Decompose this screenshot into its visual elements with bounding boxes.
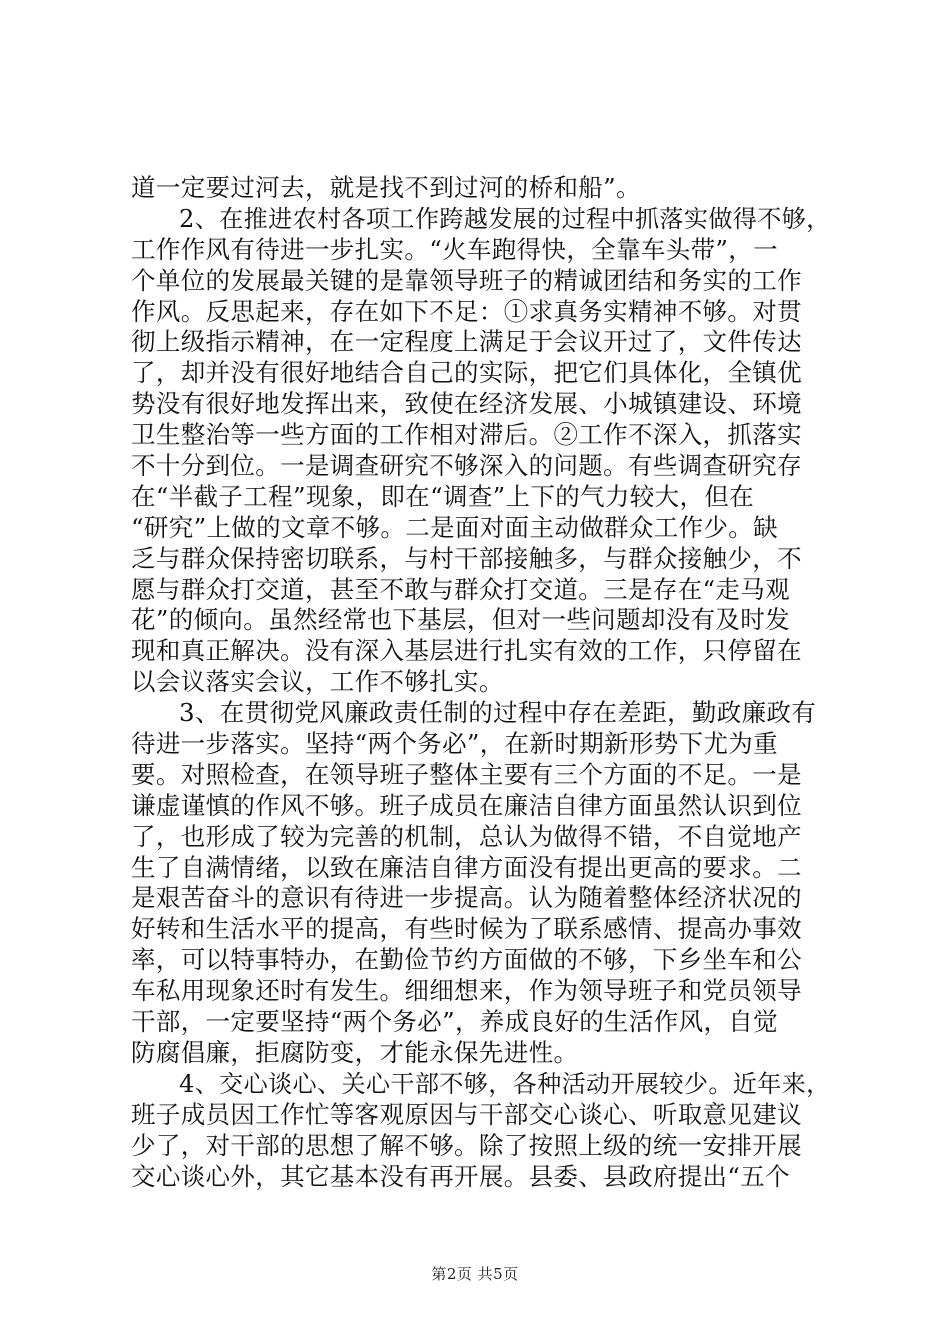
text-line: “研究”上做的文章不够。二是面对面主动做群众工作少。缺	[131, 512, 778, 542]
paragraph-first-line: 4、交心谈心、关心干部不够，各种活动开展较少。近年来，	[179, 1069, 831, 1098]
text-line: 好转和生活水平的提高，有些时候为了联系感情、提高办事效	[131, 914, 802, 944]
text-line: 待进一步落实。坚持“两个务必”，在新时期新形势下尤为重	[131, 729, 778, 759]
paragraph-first-line: 3、在贯彻党风廉政责任制的过程中存在差距，勤政廉政有	[179, 698, 817, 728]
text-line: 不十分到位。一是调查研究不够深入的问题。有些调查研究存	[131, 451, 802, 481]
text-line: 是艰苦奋斗的意识有待进一步提高。认为随着整体经济状况的	[131, 883, 802, 913]
text-line: 防腐倡廉，拒腐防变，才能永保先进性。	[131, 1037, 579, 1067]
text-line: 彻上级指示精神，在一定程度上满足于会议开过了，文件传达	[131, 327, 802, 357]
text-line: 愿与群众打交道，甚至不敢与群众打交道。三是存在“走马观	[131, 574, 790, 604]
text-line: 以会议落实会议，工作不够扎实。	[131, 667, 504, 697]
text-line: 在“半截子工程”现象，即在“调查”上下的气力较大，但在	[131, 481, 755, 511]
text-line: 势没有很好地发挥出来，致使在经济发展、小城镇建设、环境	[131, 389, 802, 419]
page-footer: 第2页 共5页	[431, 1265, 519, 1283]
text-line: 交心谈心外，其它基本没有再开展。县委、县政府提出“五个	[131, 1161, 790, 1191]
text-line: 车私用现象还时有发生。细细想来，作为领导班子和党员领导	[131, 976, 802, 1006]
text-line: 干部，一定要坚持“两个务必”，养成良好的生活作风，自觉	[131, 1007, 778, 1037]
text-line: 工作作风有待进一步扎实。“火车跑得快，全靠车头带”，一	[131, 234, 778, 264]
text-line: 乏与群众保持密切联系，与村干部接触多，与群众接触少，不	[131, 543, 802, 573]
text-line: 了，也形成了较为完善的机制，总认为做得不错，不自觉地产	[131, 821, 802, 851]
text-line: 率，可以特事特办，在勤俭节约方面做的不够，下乡坐车和公	[131, 945, 802, 975]
document-body	[131, 173, 831, 1192]
text-line: 卫生整治等一些方面的工作相对滞后。②工作不深入，抓落实	[131, 420, 802, 450]
text-line: 个单位的发展最关键的是靠领导班子的精诚团结和务实的工作	[131, 265, 802, 295]
text-line: 作风。反思起来，存在如下不足：①求真务实精神不够。对贯	[131, 296, 802, 326]
text-line: 生了自满情绪，以致在廉洁自律方面没有提出更高的要求。二	[131, 852, 802, 882]
paragraph-first-line: 2、在推进农村各项工作跨越发展的过程中抓落实做得不够，	[179, 204, 831, 233]
text-line: 谦虚谨慎的作风不够。班子成员在廉洁自律方面虽然认识到位	[131, 790, 802, 820]
text-line: 道一定要过河去，就是找不到过河的桥和船”。	[131, 173, 641, 202]
text-line: 花”的倾向。虽然经常也下基层，但对一些问题却没有及时发	[131, 605, 790, 635]
text-line: 少了，对干部的思想了解不够。除了按照上级的统一安排开展	[131, 1130, 802, 1160]
text-line: 要。对照检查，在领导班子整体主要有三个方面的不足。一是	[131, 759, 802, 789]
text-line: 了，却并没有很好地结合自己的实际，把它们具体化，全镇优	[131, 358, 802, 388]
text-line: 现和真正解决。没有深入基层进行扎实有效的工作，只停留在	[131, 636, 802, 666]
text-line: 班子成员因工作忙等客观原因与干部交心谈心、听取意见建议	[131, 1099, 802, 1129]
